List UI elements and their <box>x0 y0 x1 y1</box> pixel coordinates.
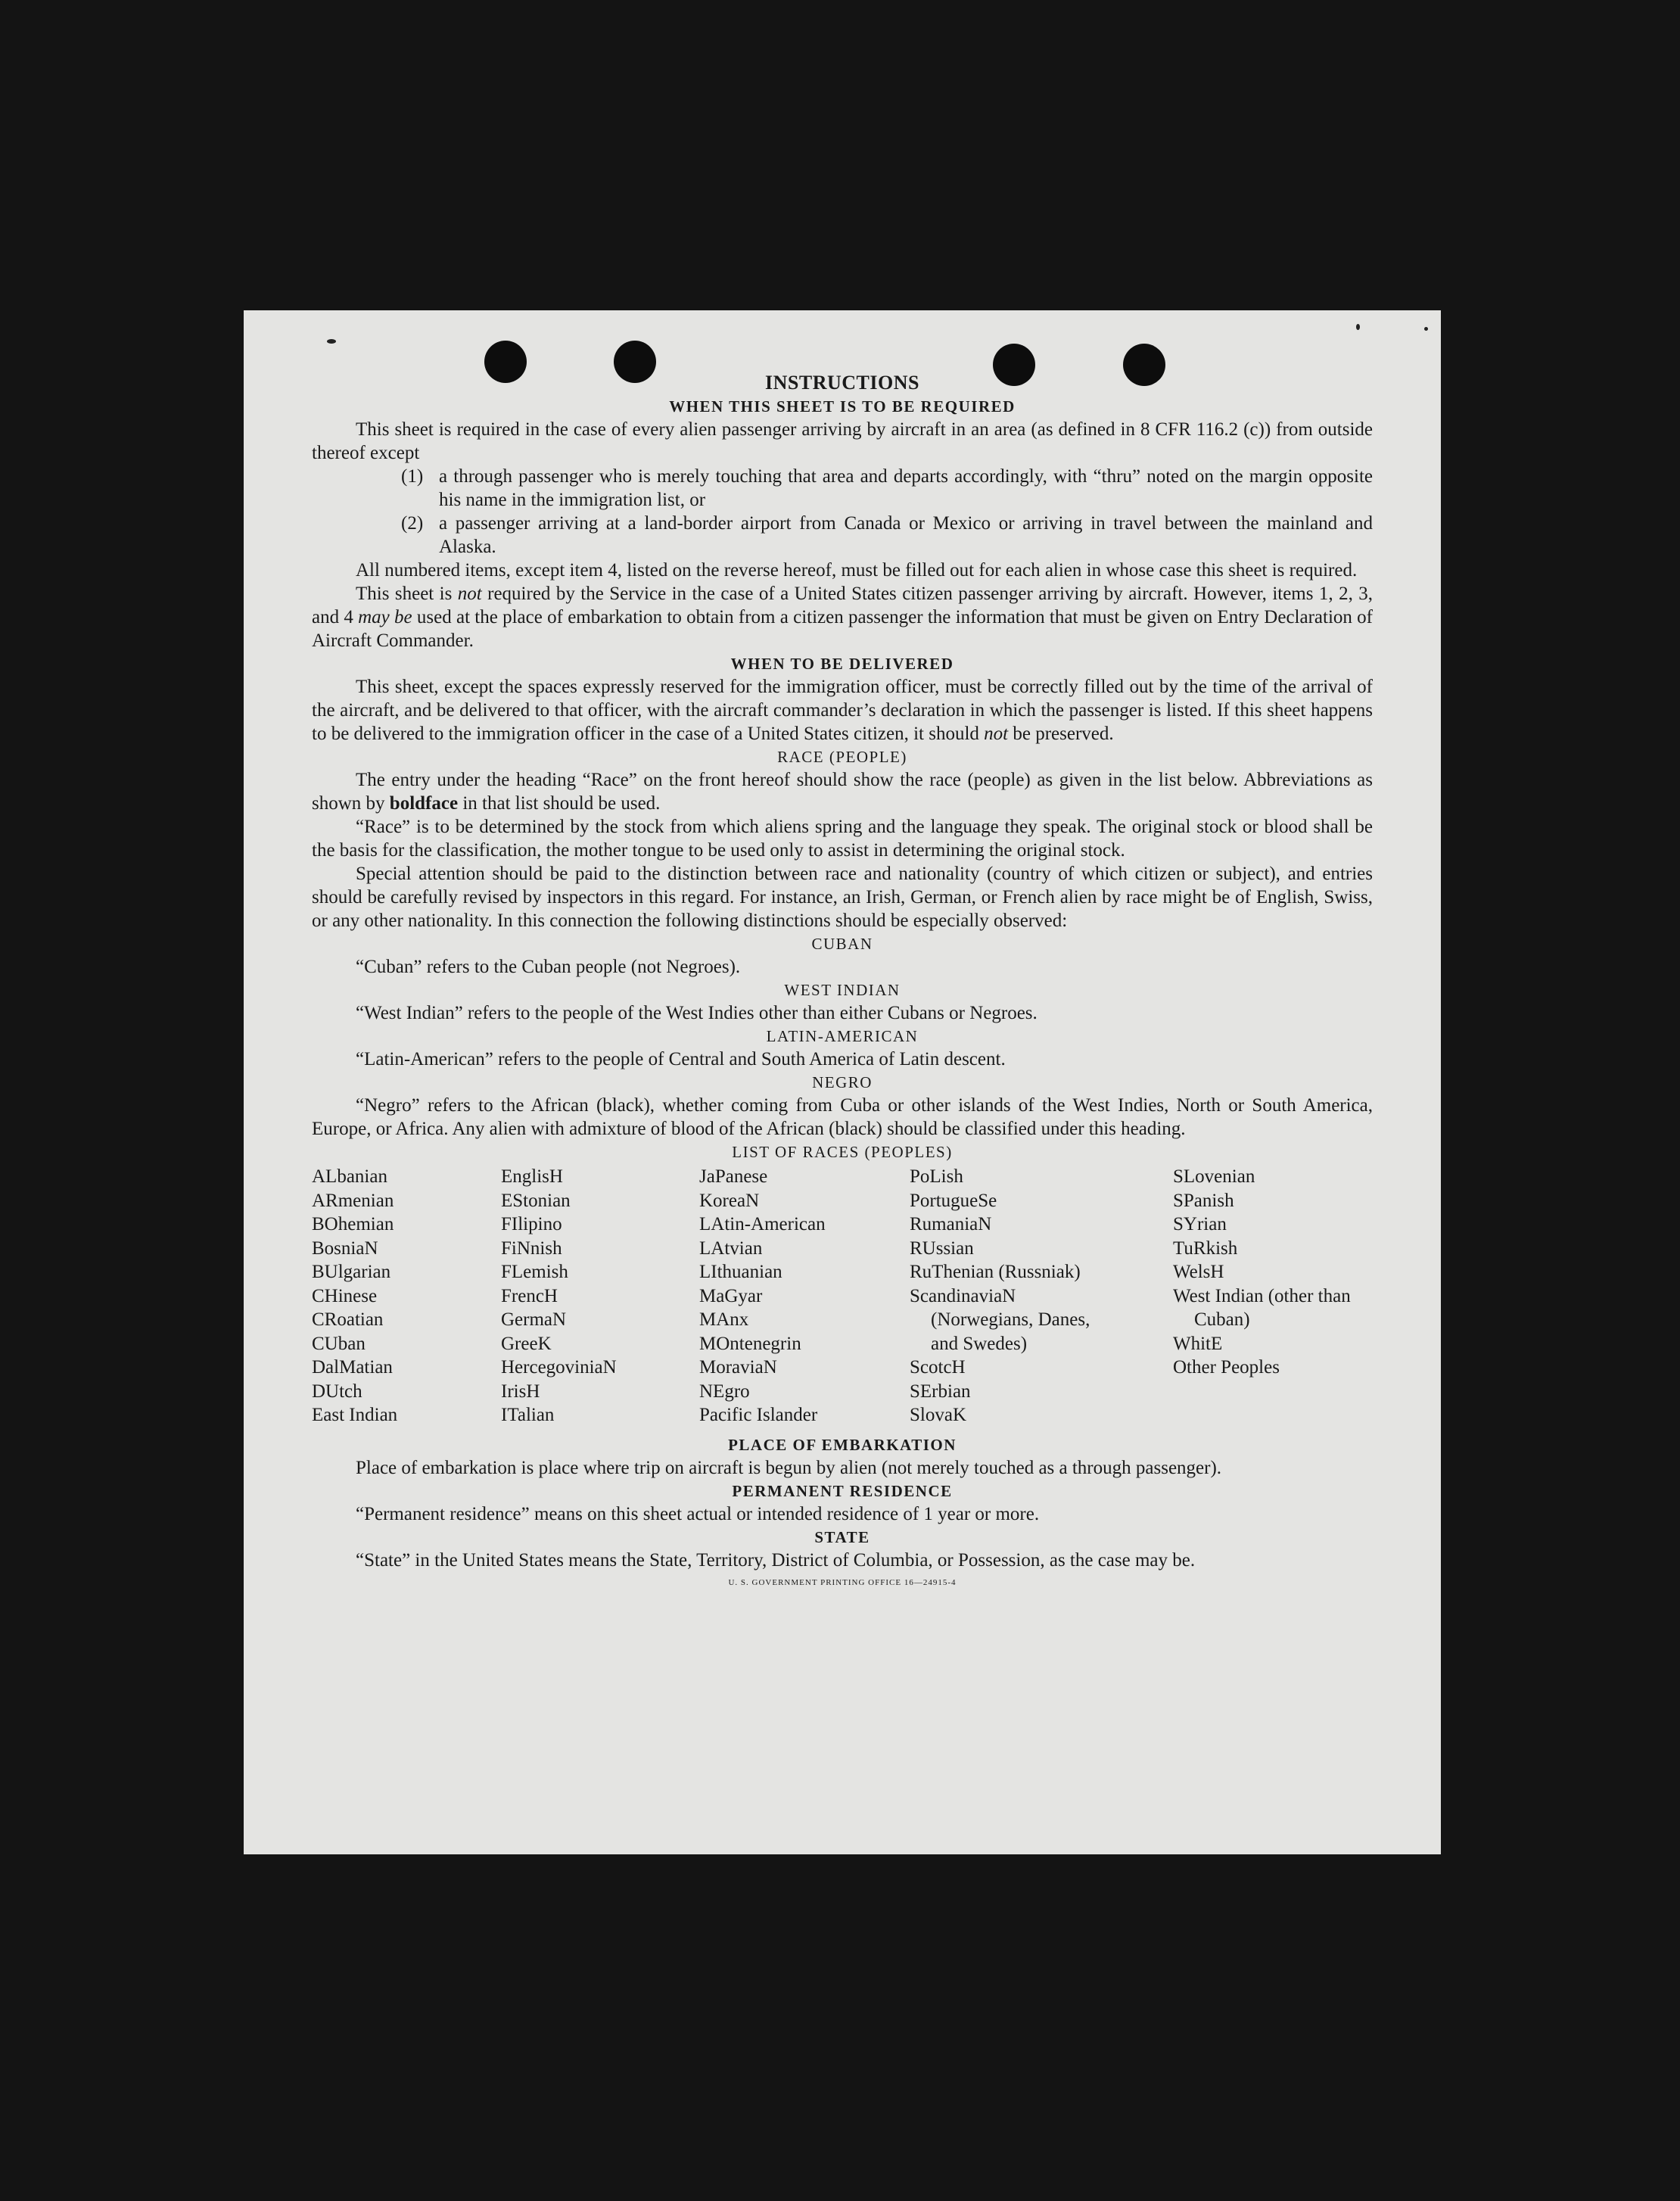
race-entry: PortugueSe <box>910 1190 997 1211</box>
paragraph: “State” in the United States means the State, Territory, District of Columbia, or Possession, as the case may be. <box>356 1549 1196 1571</box>
race-entry: Pacific Islander <box>699 1405 818 1425</box>
item-text: a passenger arriving at a land-border airport from Canada or Mexico or arriving in travel between the mainland and Alaska. <box>439 513 1373 557</box>
paragraph: This sheet is required in the case of every alien passenger arriving by aircraft in an area (as defined in 8 CFR 116.2 (c)) from outside thereof except <box>312 419 1373 463</box>
punch-hole <box>993 344 1035 386</box>
item-number: (2) <box>401 513 424 534</box>
race-entry: DalMatian <box>312 1357 393 1378</box>
paragraph <box>312 768 1373 815</box>
paragraph: All numbered items, except item 4, listed on the reverse hereof, must be filled out for each alien in whose case this sheet is required. <box>356 560 1358 581</box>
section-heading: WHEN THIS SHEET IS TO BE REQUIRED <box>669 397 1016 416</box>
paragraph: Place of embarkation is place where trip on aircraft is begun by alien (not merely touched as a through passenger). <box>356 1457 1222 1478</box>
race-entry: FiNnish <box>501 1237 562 1259</box>
race-entry: MaGyar <box>699 1285 763 1306</box>
race-entry: East Indian <box>312 1405 398 1425</box>
paragraph: “West Indian” refers to the people of the West Indies other than either Cubans or Negroes. <box>356 1003 1038 1023</box>
races-column <box>501 1165 699 1427</box>
paragraph: “Latin-American” refers to the people of Central and South America of Latin descent. <box>356 1049 1006 1069</box>
race-entry: BOhemian <box>312 1214 394 1234</box>
text: This sheet is <box>356 584 458 604</box>
race-entry: RumaniaN <box>910 1214 992 1234</box>
races-column <box>1115 1165 1366 1427</box>
race-entry: SErbian <box>910 1381 971 1402</box>
paragraph <box>312 582 1373 652</box>
race-entry: SLovenian <box>1173 1166 1255 1187</box>
page-title: INSTRUCTIONS <box>765 372 919 394</box>
race-entry: MAnx <box>699 1309 749 1330</box>
document-sheet <box>244 310 1441 1854</box>
subsection-heading: WEST INDIAN <box>784 981 901 999</box>
subsection-heading: LATIN-AMERICAN <box>766 1027 919 1045</box>
race-entry: NEgro <box>699 1381 750 1402</box>
races-heading: LIST OF RACES (PEOPLES) <box>732 1143 953 1161</box>
race-entry: CUban <box>312 1333 366 1354</box>
subsection-heading: CUBAN <box>811 935 873 953</box>
race-entry: LAtvian <box>699 1237 763 1259</box>
item-text: a through passenger who is merely touching that area and departs accordingly, with “thru” noted on the margin opposite his name in the immigration list, or <box>439 466 1373 510</box>
emphasis: may be <box>358 607 412 627</box>
section-heading: WHEN TO BE DELIVERED <box>730 655 954 673</box>
race-entry: LIthuanian <box>699 1262 782 1282</box>
race-entry: GermaN <box>501 1309 567 1330</box>
section-heading: STATE <box>814 1527 870 1546</box>
race-entry: WhitE <box>1173 1333 1223 1354</box>
bold-text: boldface <box>389 793 459 814</box>
text: in that list should be used. <box>458 793 661 814</box>
race-entry: ScotcH <box>910 1357 966 1378</box>
race-entry: IrisH <box>501 1381 540 1402</box>
race-entry: MoraviaN <box>699 1357 777 1378</box>
section-heading: PERMANENT RESIDENCE <box>732 1481 953 1500</box>
race-entry: CHinese <box>312 1285 378 1306</box>
race-entry: SPanish <box>1173 1190 1234 1211</box>
race-entry: EnglisH <box>501 1166 563 1187</box>
race-entry: BUlgarian <box>312 1262 391 1282</box>
item-number: (1) <box>401 466 424 487</box>
text: be preserved. <box>1008 724 1114 744</box>
races-column <box>699 1165 910 1427</box>
race-entry: West Indian (other than Cuban) <box>1173 1285 1351 1330</box>
printer-imprint: U. S. GOVERNMENT PRINTING OFFICE 16—24915-4 <box>728 1577 957 1587</box>
text: used at the place of embarkation to obtain from a citizen passenger the information that must be given on Entry Declaration of Aircraft Commander. <box>312 607 1373 651</box>
race-entry: MOntenegrin <box>699 1333 801 1354</box>
race-entry: WelsH <box>1173 1262 1224 1282</box>
list-item <box>401 465 1373 512</box>
race-entry: ITalian <box>501 1405 555 1425</box>
paragraph: Special attention should be paid to the distinction between race and nationality (country of which citizen or subject), and entries should be carefully revised by inspectors in this regard. For instance, an Irish, German, or French alien by race might be of English, Swiss, or any other nationality. In this connection the following distinctions should be especially observed: <box>312 864 1373 931</box>
section-heading: PLACE OF EMBARKATION <box>728 1435 957 1454</box>
paragraph: “Race” is to be determined by the stock from which aliens spring and the language they speak. The original stock or blood shall be the basis for the classification, the mother tongue to be used only to assist in determining the original stock. <box>312 817 1373 861</box>
race-entry: GreeK <box>501 1333 552 1354</box>
race-entry: Other Peoples <box>1173 1357 1280 1378</box>
races-column <box>910 1165 1115 1427</box>
race-entry: ARmenian <box>312 1190 394 1211</box>
race-entry: KoreaN <box>699 1190 760 1211</box>
race-entry: SYrian <box>1173 1214 1227 1234</box>
race-entry: BosniaN <box>312 1237 378 1259</box>
text: required by the Service in the case of a United States citizen passenger arriving by aircraft. However, items 1, 2, 3, and 4 <box>312 584 1373 627</box>
text: This sheet, except the spaces expressly reserved for the immigration officer, must be correctly filled out by the time of the arrival of the aircraft, and be delivered to that officer, with the aircraft commander’s declaration in which the passenger is listed. If this sheet happens to be delivered to the immigration officer in the case of a United States citizen, it should <box>312 677 1373 744</box>
race-entry: EStonian <box>501 1190 571 1211</box>
race-entry: FrencH <box>501 1285 558 1306</box>
races-column <box>312 1165 501 1427</box>
paragraph: “Cuban” refers to the Cuban people (not Negroes). <box>356 957 741 977</box>
race-entry: JaPanese <box>699 1166 768 1187</box>
race-entry: DUtch <box>312 1381 362 1402</box>
emphasis: not <box>457 584 482 604</box>
punch-hole <box>1123 344 1165 386</box>
race-entry: ALbanian <box>312 1166 387 1187</box>
race-entry: SlovaK <box>910 1405 966 1425</box>
race-entry: LAtin-American <box>699 1214 826 1234</box>
race-entry: CRoatian <box>312 1309 384 1330</box>
list-item <box>401 512 1373 559</box>
section-heading: RACE (PEOPLE) <box>777 748 907 766</box>
punch-hole <box>484 341 527 383</box>
speck <box>1424 327 1428 331</box>
text: The entry under the heading “Race” on the front hereof should show the race (people) as given in the list below. Abbreviations as shown by <box>312 770 1373 814</box>
race-entry: RUssian <box>910 1237 974 1259</box>
punch-hole <box>614 341 656 383</box>
race-entry: PoLish <box>910 1166 963 1187</box>
race-entry: HercegoviniaN <box>501 1357 617 1378</box>
race-entry: RuThenian (Russniak) <box>910 1262 1081 1282</box>
speck <box>1356 324 1360 330</box>
subsection-heading: NEGRO <box>812 1073 873 1091</box>
speck <box>327 339 336 344</box>
race-entry: FLemish <box>501 1262 568 1282</box>
races-list <box>312 1165 1373 1427</box>
race-entry: TuRkish <box>1173 1237 1238 1259</box>
paragraph: “Permanent residence” means on this sheet actual or intended residence of 1 year or more. <box>356 1503 1040 1524</box>
paragraph <box>312 675 1373 746</box>
race-entry: FIlipino <box>501 1214 562 1234</box>
paragraph: “Negro” refers to the African (black), whether coming from Cuba or other islands of the West Indies, North or South America, Europe, or Africa. Any alien with admixture of blood of the African (black) should be classified under this heading. <box>312 1095 1373 1139</box>
emphasis: not <box>984 724 1009 744</box>
race-entry: ScandinaviaN (Norwegians, Danes, and Swedes) <box>910 1285 1090 1354</box>
